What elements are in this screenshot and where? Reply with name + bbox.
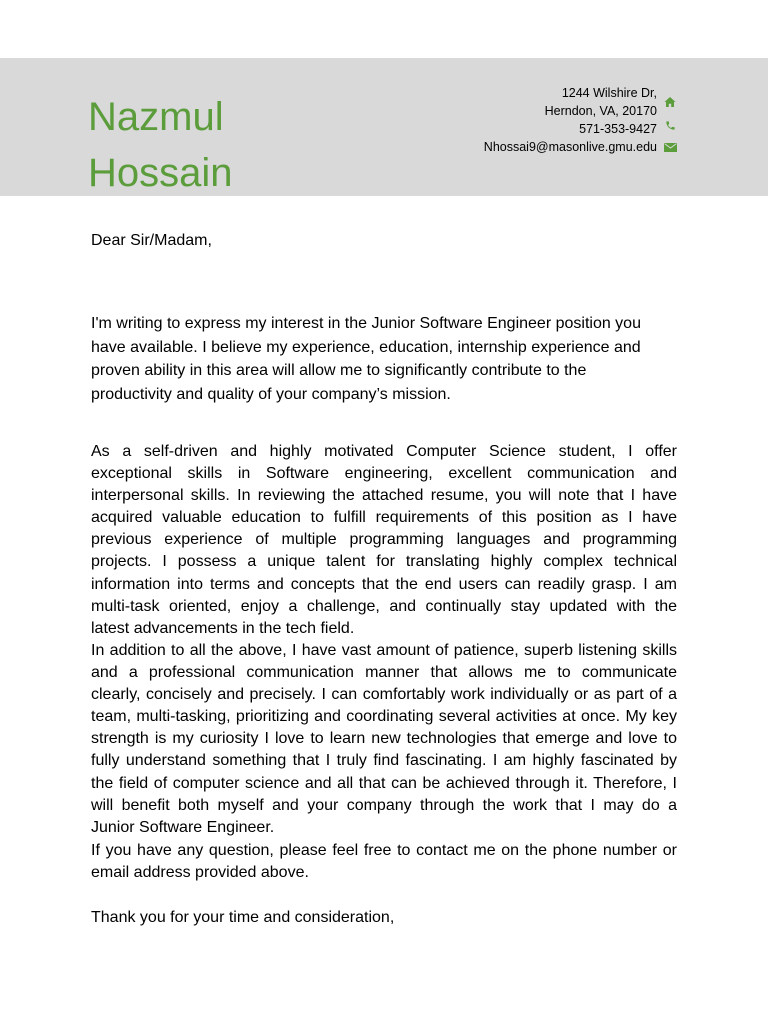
text-line: proven ability in this area will allow me to significantly contribute to the xyxy=(91,362,587,380)
email-icon xyxy=(664,143,677,152)
paragraph-interest xyxy=(91,312,677,406)
text-line: the field of computer science and all that can be achieved through it. Therefore, I xyxy=(91,774,677,792)
text-line: exceptional skills in Software engineering, excellent communication and xyxy=(91,465,677,483)
phone-number: 571-353-9427 xyxy=(579,122,657,136)
applicant-name xyxy=(88,89,233,201)
closing: Thank you for your time and consideration, xyxy=(91,909,395,926)
text-line: productivity and quality of your company’s mission. xyxy=(91,385,451,403)
address-line-2: Herndon, VA, 20170 xyxy=(544,104,657,118)
paragraph-qualities xyxy=(91,640,677,839)
text-line: latest advancements in the tech field. xyxy=(91,619,355,637)
salutation: Dear Sir/Madam, xyxy=(91,232,212,249)
text-line: clearly, concisely and precisely. I can comfortably work individually or as part of a xyxy=(91,686,677,704)
text-line: multi-task oriented, enjoy a challenge, and continually stay updated with the xyxy=(91,597,677,615)
text-line: I'm writing to express my interest in the Junior Software Engineer position you xyxy=(91,315,641,332)
text-line: have available. I believe my experience, education, internship experience and xyxy=(91,338,641,356)
paragraph-skills xyxy=(91,441,677,640)
text-line: As a self-driven and highly motivated Computer Science student, I offer xyxy=(91,443,677,460)
text-line: will benefit both myself and your company through the work that I may do a xyxy=(91,796,677,814)
text-line: fully understand something that I truly find fascinating. I am highly fascinated by xyxy=(91,752,677,770)
paragraph-contact xyxy=(91,840,677,884)
first-name: Nazmul xyxy=(88,95,224,139)
text-line: interpersonal skills. In reviewing the attached resume, you will note that I have xyxy=(91,487,677,505)
contact-info xyxy=(484,84,657,156)
text-line: In addition to all the above, I have vast amount of patience, superb listening skills xyxy=(91,642,677,659)
text-line: projects. I possess a unique talent for translating highly complex technical xyxy=(91,553,677,571)
last-name: Hossain xyxy=(88,151,233,195)
text-line: team, multi-tasking, prioritizing and coordinating several activities at once. My key xyxy=(91,708,677,726)
text-line: and a professional communication manner that allows me to communicate xyxy=(91,664,677,682)
home-icon xyxy=(664,96,676,108)
phone-icon xyxy=(665,120,676,131)
text-line: acquired valuable education to fulfill requirements of this position as I have xyxy=(91,509,677,527)
text-line: previous experience of multiple programming languages and programming xyxy=(91,531,677,549)
text-line: strength is my curiosity I love to learn new technologies that emerge and love to xyxy=(91,730,677,748)
address-line-1: 1244 Wilshire Dr, xyxy=(561,86,657,100)
text-line: information into terms and concepts that the end users can readily grasp. I am xyxy=(91,575,677,593)
text-line: If you have any question, please feel free to contact me on the phone number or xyxy=(91,842,677,859)
text-line: email address provided above. xyxy=(91,864,309,882)
email-address: Nhossai9@masonlive.gmu.edu xyxy=(483,140,657,154)
text-line: Junior Software Engineer. xyxy=(91,818,275,836)
